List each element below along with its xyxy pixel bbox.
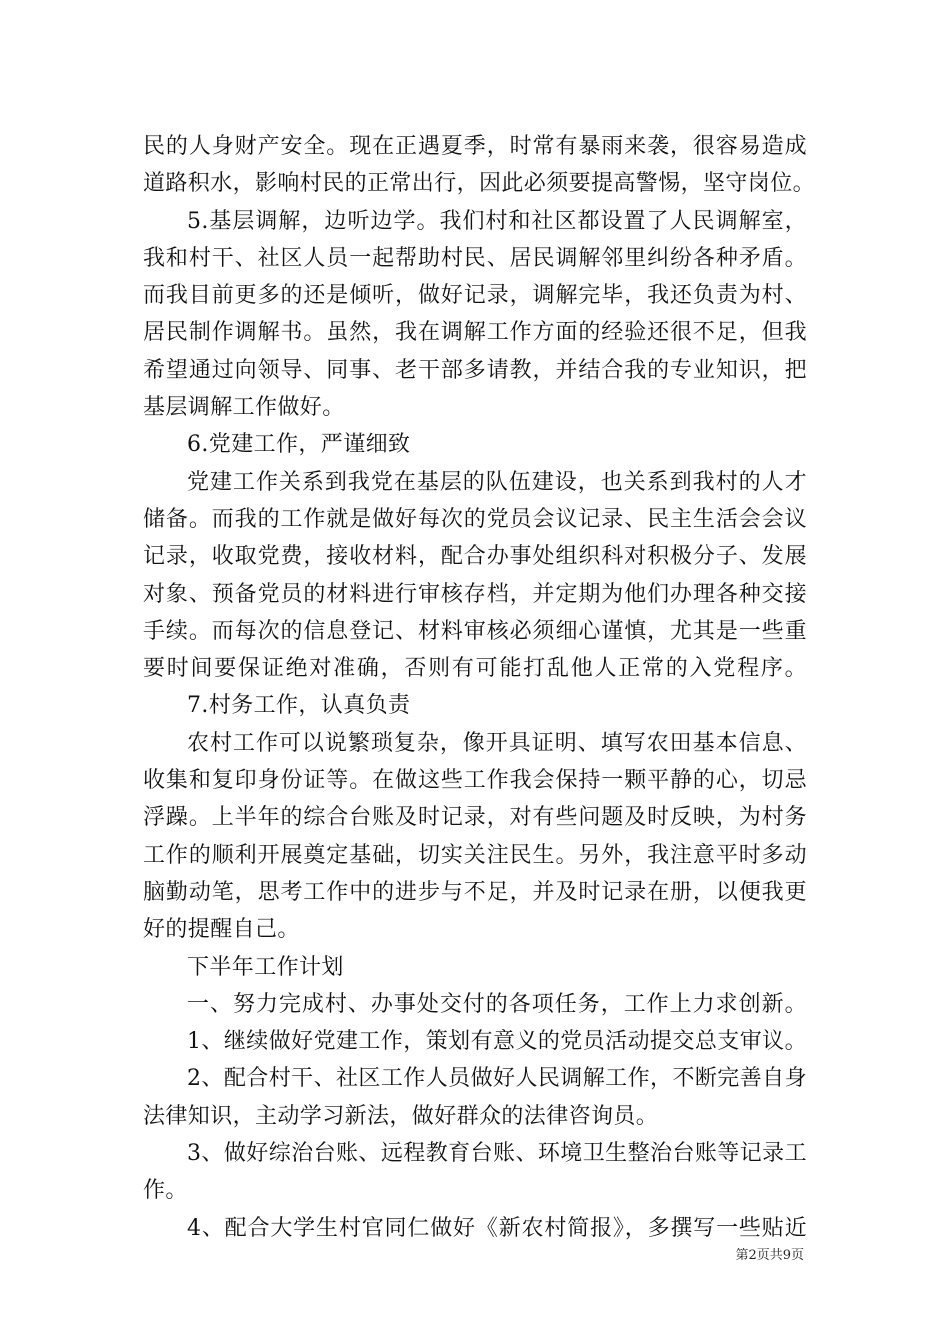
text-line: 5.基层调解，边听边学。我们村和社区都设置了人民调解室， [187,208,807,234]
text-line: 对象、预备党员的材料进行审核存档，并定期为他们办理各种交接 [143,581,807,607]
page-number: 第2页共9页 [735,1248,804,1263]
text-line: 好的提醒自己。 [143,917,300,943]
text-line: 6.党建工作，严谨细致 [187,432,411,458]
text-line: 记录，收取党费，接收材料，配合办事处组织科对积极分子、发展 [143,544,807,570]
text-line: 法律知识，主动学习新法，做好群众的法律咨询员。 [143,1103,659,1129]
text-line: 2、配合村干、社区工作人员做好人民调解工作，不断完善自身 [187,1066,807,1092]
text-line: 1、继续做好党建工作，策划有意义的党员活动提交总支审议。 [187,1029,807,1055]
text-line: 要时间要保证绝对准确，否则有可能打乱他人正常的入党程序。 [143,656,807,682]
text-line: 储备。而我的工作就是做好每次的党员会议记录、民主生活会会议 [143,506,807,532]
text-line: 基层调解工作做好。 [143,395,345,421]
text-line: 4、配合大学生村官同仁做好《新农村简报》，多撰写一些贴近 [187,1215,807,1241]
text-line: 道路积水，影响村民的正常出行，因此必须要提高警惕，坚守岗位。 [143,171,816,197]
text-line: 浮躁。上半年的综合台账及时记录，对有些问题及时反映，为村务 [143,805,807,831]
text-line: 一、努力完成村、办事处交付的各项任务，工作上力求创新。 [187,991,807,1017]
text-line: 希望通过向领导、同事、老干部多请教，并结合我的专业知识，把 [143,357,807,383]
text-line: 党建工作关系到我党在基层的队伍建设，也关系到我村的人才 [187,469,807,495]
text-line: 居民制作调解书。虽然，我在调解工作方面的经验还很不足，但我 [143,320,807,346]
text-line: 民的人身财产安全。现在正遇夏季，时常有暴雨来袭，很容易造成 [143,134,807,159]
text-line: 手续。而每次的信息登记、材料审核必须细心谨慎，尤其是一些重 [143,618,807,644]
text-line: 收集和复印身份证等。在做这些工作我会保持一颗平静的心，切忌 [143,768,807,794]
text-line: 作。 [143,1178,188,1204]
text-line: 7.村务工作，认真负责 [187,693,411,719]
text-line: 3、做好综治台账、远程教育台账、环境卫生整治台账等记录工 [187,1141,807,1167]
text-line: 下半年工作计划 [187,954,344,980]
text-line: 而我目前更多的还是倾听，做好记录，调解完毕，我还负责为村、 [143,283,807,309]
text-line: 农村工作可以说繁琐复杂，像开具证明、填写农田基本信息、 [187,730,807,756]
text-line: 工作的顺利开展奠定基础，切实关注民生。另外，我注意平时多动 [143,842,807,868]
document-body [143,128,816,1247]
text-line: 脑勤动笔，思考工作中的进步与不足，并及时记录在册，以便我更 [143,879,807,905]
text-line: 我和村干、社区人员一起帮助村民、居民调解邻里纠纷各种矛盾。 [143,245,807,271]
